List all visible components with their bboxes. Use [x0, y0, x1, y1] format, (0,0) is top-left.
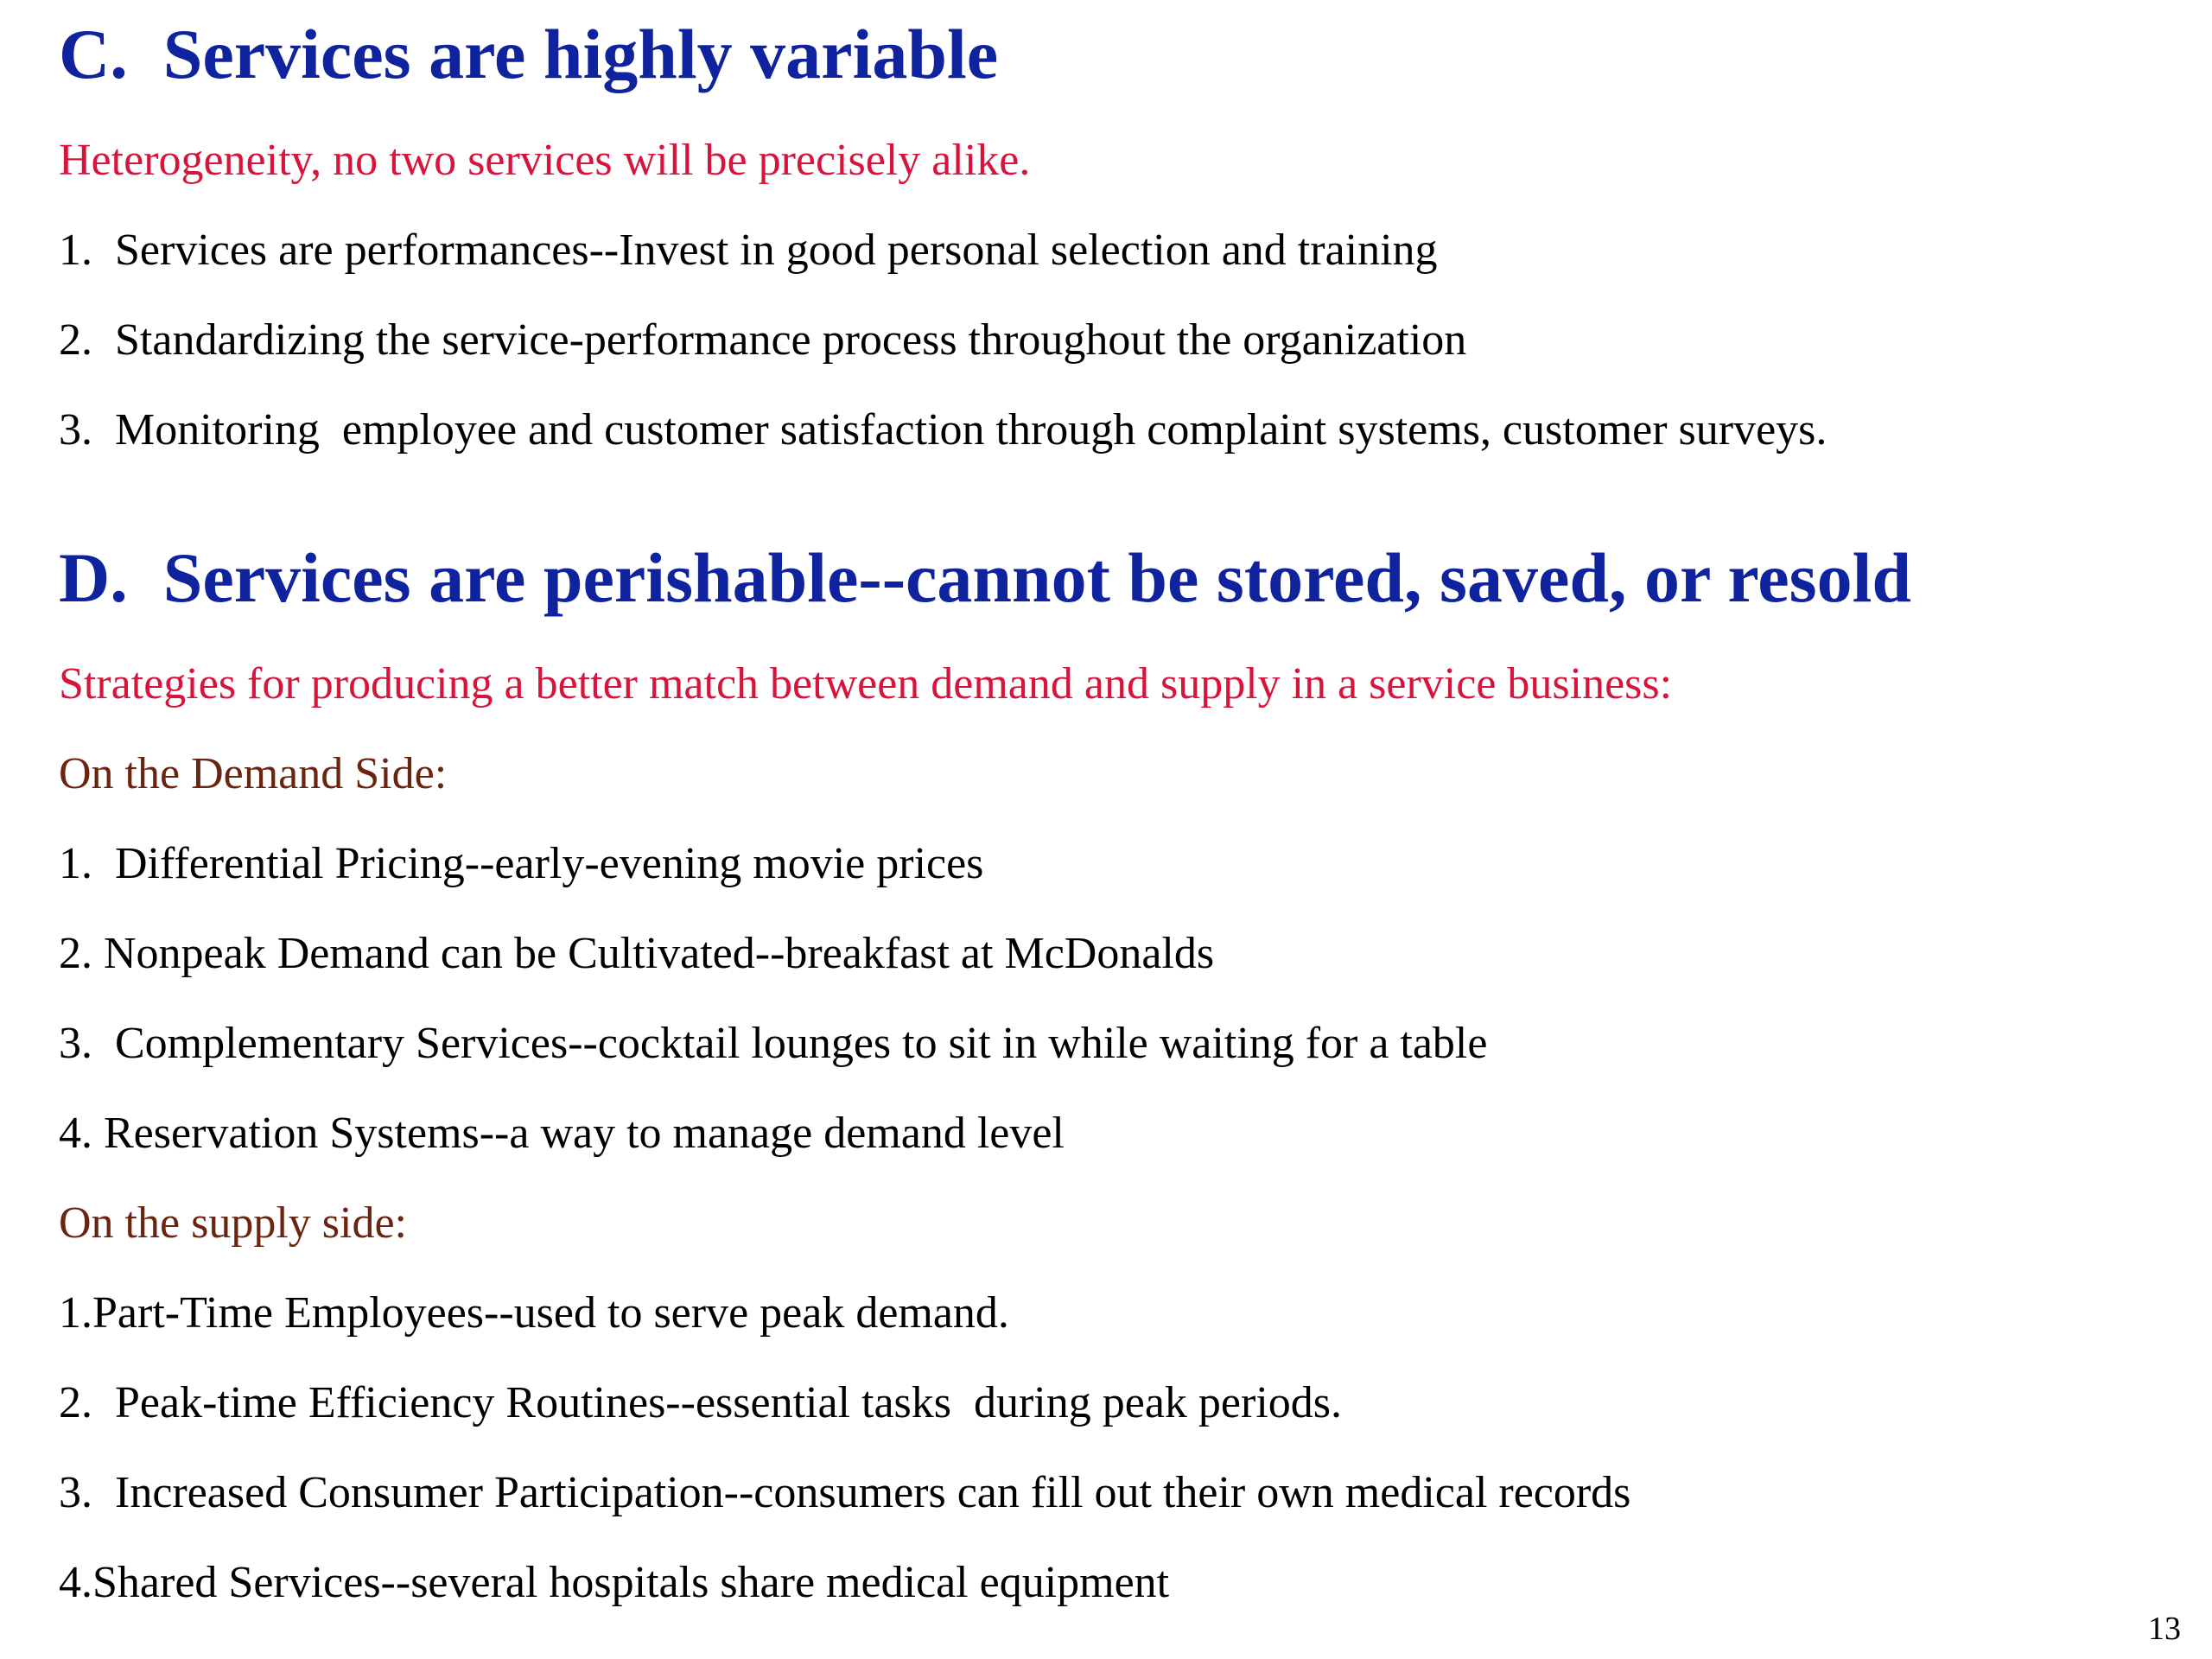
section-d-heading: D. Services are perishable--cannot be stored, saved, or resold: [59, 538, 1911, 617]
demand-item: 2. Nonpeak Demand can be Cultivated--breakfast at McDonalds: [59, 929, 1215, 978]
supply-item: 2. Peak-time Efficiency Routines--essential tasks during peak periods.: [59, 1378, 1342, 1427]
demand-item: 4. Reservation Systems--a way to manage demand level: [59, 1109, 1065, 1158]
demand-item: 1. Differential Pricing--early-evening movie prices: [59, 839, 984, 888]
page-number: 13: [2148, 1611, 2181, 1647]
demand-side-label: On the Demand Side:: [59, 749, 448, 798]
supply-item: 4.Shared Services--several hospitals share medical equipment: [59, 1558, 1170, 1607]
section-c-item: 1. Services are performances--Invest in good personal selection and training: [59, 226, 1438, 275]
demand-item: 3. Complementary Services--cocktail lounges to sit in while waiting for a table: [59, 1019, 1488, 1068]
section-c-item: 3. Monitoring employee and customer satisfaction through complaint systems, customer surveys.: [59, 405, 1827, 454]
section-d-subheading: Strategies for producing a better match between demand and supply in a service business:: [59, 659, 1673, 709]
supply-item: 1.Part-Time Employees--used to serve peak demand.: [59, 1288, 1009, 1338]
supply-item: 3. Increased Consumer Participation--consumers can fill out their own medical records: [59, 1468, 1631, 1517]
section-c-item: 2. Standardizing the service-performance process throughout the organization: [59, 315, 1467, 365]
section-c-heading: C. Services are highly variable: [59, 15, 999, 93]
section-c-subheading: Heterogeneity, no two services will be precisely alike.: [59, 136, 1031, 185]
supply-side-label: On the supply side:: [59, 1198, 407, 1248]
